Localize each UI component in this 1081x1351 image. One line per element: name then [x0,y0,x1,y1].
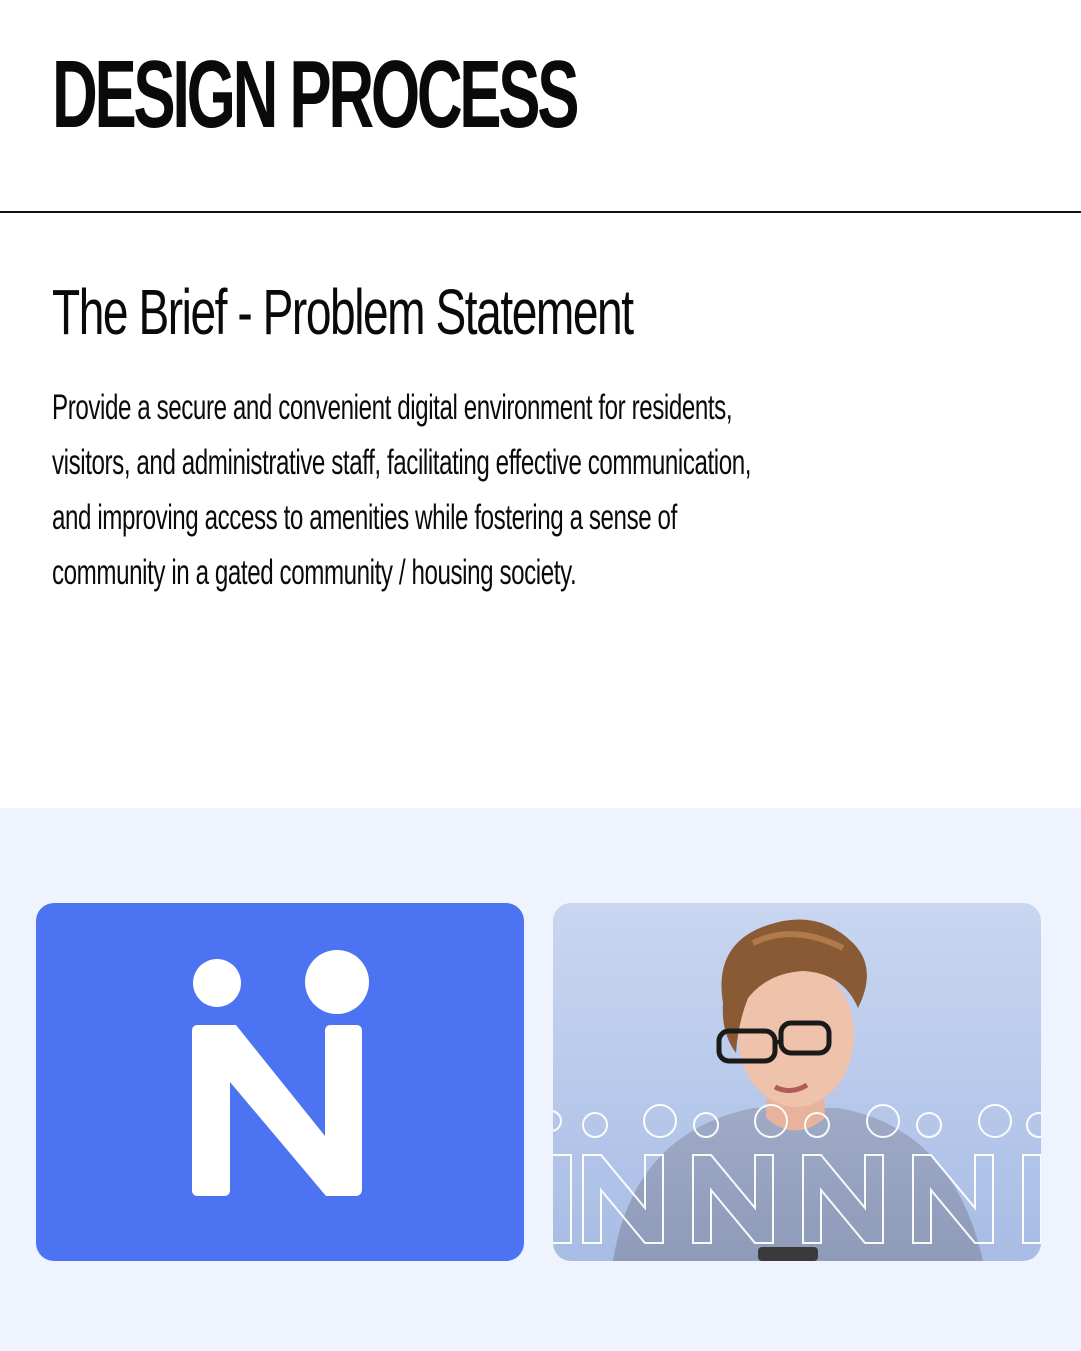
photo-card [553,903,1041,1261]
image-gallery [0,808,1081,1351]
section-heading: The Brief - Problem Statement [52,276,633,348]
woman-with-phone-photo [553,903,1041,1261]
problem-statement-line: visitors, and administrative staff, facilitating effective communication, [52,443,752,482]
problem-statement [52,380,1046,600]
problem-statement-line: and improving access to amenities while fostering a sense of [52,498,677,537]
problem-statement-line: Provide a secure and convenient digital environment for residents, [52,388,733,427]
logo-card [36,903,524,1261]
page-title: DESIGN PROCESS [52,41,577,148]
page-header [0,0,1081,213]
n-logo-icon [36,903,524,1261]
problem-statement-line: community in a gated community / housing society. [52,553,577,592]
